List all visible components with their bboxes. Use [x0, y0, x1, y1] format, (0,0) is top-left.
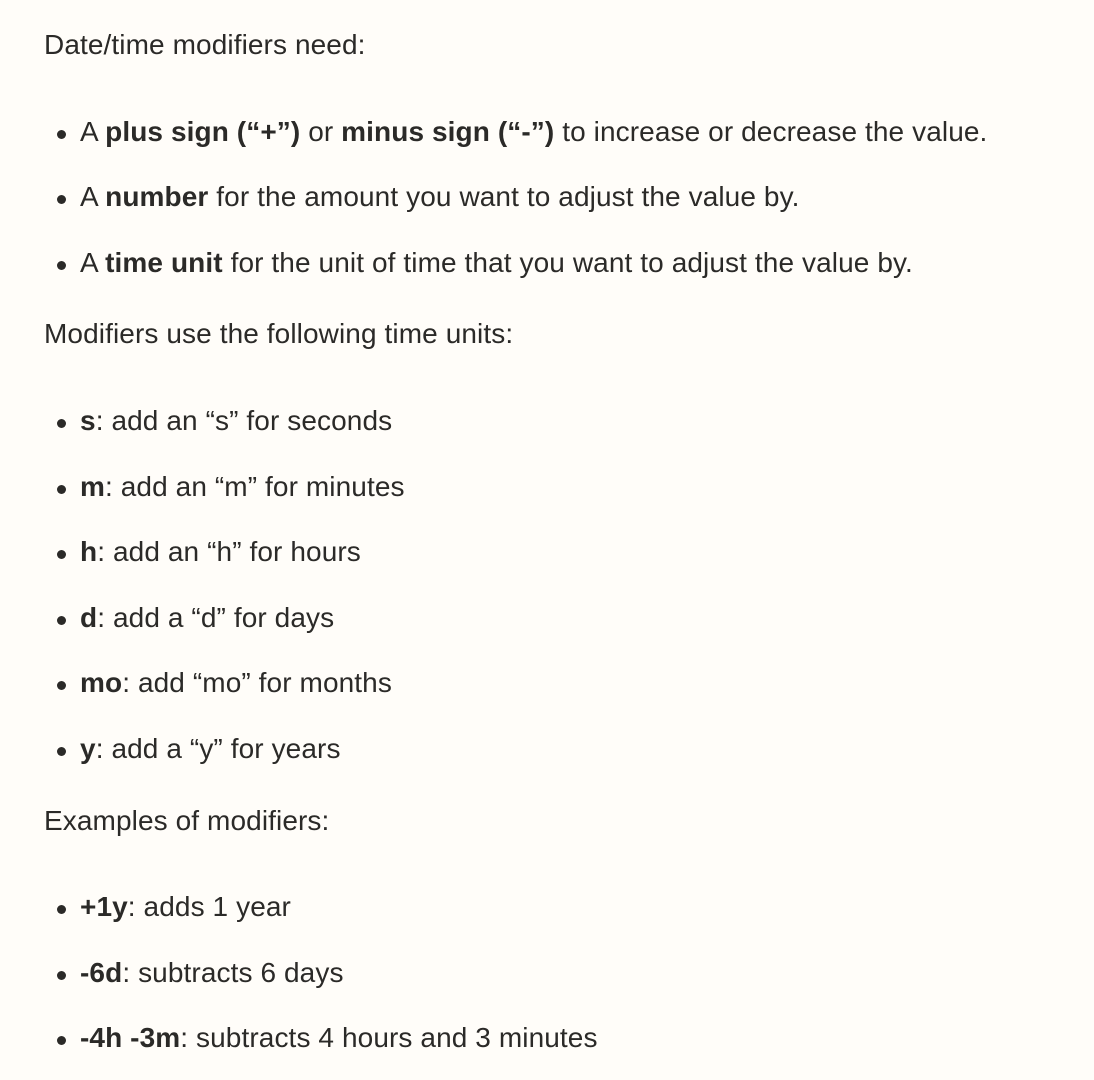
unit-description: : add “mo” for months: [122, 667, 392, 699]
unit-code: mo: [80, 667, 123, 699]
list-item-example-1: [44, 890, 1094, 924]
item-description: for the amount you want to adjust the value by.: [208, 181, 800, 213]
unit-code: h: [80, 536, 98, 568]
example-description: : subtracts 4 hours and 3 minutes: [180, 1022, 598, 1054]
unit-description: : add an “s” for seconds: [95, 404, 393, 436]
list-item-months: [44, 666, 1094, 700]
examples-paragraph: Examples of modifiers:: [44, 804, 330, 836]
example-code: -6d: [80, 956, 123, 988]
unit-description: : add an “h” for hours: [97, 536, 361, 568]
example-code: -4h -3m: [80, 1022, 181, 1054]
list-item-example-3: [44, 1021, 1094, 1055]
units-paragraph: Modifiers use the following time units:: [44, 318, 514, 350]
unit-code: y: [80, 732, 96, 764]
item-description: for the unit of time that you want to adjust the value by.: [222, 246, 913, 278]
intro-paragraph: Date/time modifiers need:: [44, 29, 366, 60]
example-code: +1y: [80, 891, 128, 923]
list-item-hours: [44, 535, 1094, 569]
examples-list: [44, 890, 1094, 1055]
term-plus-sign: plus sign (“+”): [105, 115, 301, 147]
example-description: : subtracts 6 days: [122, 956, 344, 988]
item-connector: or: [300, 115, 342, 147]
unit-description: : add a “y” for years: [95, 732, 341, 764]
unit-code: d: [80, 601, 98, 633]
item-lead: A: [80, 246, 106, 278]
time-units-list: [44, 404, 1094, 766]
list-item-years: [44, 732, 1094, 766]
list-item-number: [44, 180, 1094, 214]
item-description: to increase or decrease the value.: [554, 115, 988, 147]
list-item-example-2: [44, 956, 1094, 990]
list-item-days: [44, 601, 1094, 635]
list-item-sign: [44, 115, 1094, 149]
unit-description: : add a “d” for days: [97, 601, 335, 633]
list-item-seconds: [44, 404, 1094, 438]
example-description: : adds 1 year: [127, 891, 291, 923]
unit-description: : add an “m” for minutes: [105, 470, 405, 502]
unit-code: s: [80, 404, 96, 436]
requirements-list: [44, 115, 1094, 280]
list-item-minutes: [44, 470, 1094, 504]
item-lead: A: [80, 181, 106, 213]
term-number: number: [105, 181, 209, 213]
item-lead: A: [80, 115, 106, 147]
term-time-unit: time unit: [105, 246, 223, 278]
list-item-time-unit: [44, 246, 1094, 280]
term-minus-sign: minus sign (“-”): [341, 115, 555, 147]
unit-code: m: [80, 470, 105, 502]
